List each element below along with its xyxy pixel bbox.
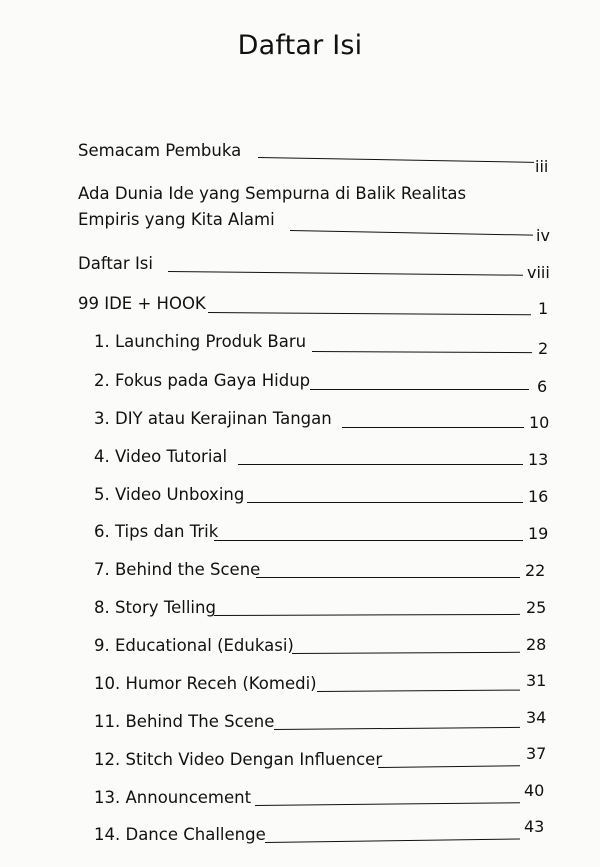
toc-leader-line bbox=[256, 577, 520, 578]
toc-entry-title-line2: Empiris yang Kita Alami bbox=[78, 210, 275, 229]
toc-entry-title: 13. Announcement bbox=[94, 788, 252, 807]
toc-leader-line bbox=[208, 312, 531, 315]
toc-leader-line bbox=[312, 351, 532, 353]
toc-entry-title: 3. DIY atau Kerajinan Tangan bbox=[94, 409, 332, 428]
toc-entry[interactable] bbox=[78, 140, 241, 162]
toc-subentry[interactable] bbox=[94, 597, 216, 619]
toc-entry[interactable] bbox=[78, 253, 153, 275]
toc-leader-line bbox=[378, 765, 520, 768]
toc-entry-title: 11. Behind The Scene bbox=[94, 712, 275, 731]
toc-subentry[interactable] bbox=[94, 521, 218, 543]
toc-entry-title: Daftar Isi bbox=[78, 254, 153, 273]
toc-page-number: viii bbox=[527, 263, 550, 282]
toc-leader-line bbox=[168, 271, 523, 276]
toc-entry-title: Semacam Pembuka bbox=[78, 141, 242, 160]
toc-entry-title: 5. Video Unboxing bbox=[94, 485, 245, 504]
toc-leader-line bbox=[292, 652, 520, 654]
toc-leader-line bbox=[274, 727, 520, 730]
toc-entry-title: 2. Fokus pada Gaya Hidup bbox=[94, 371, 311, 390]
toc-leader-line bbox=[214, 540, 523, 541]
toc-entry-title: 8. Story Telling bbox=[94, 598, 216, 617]
toc-subentry[interactable] bbox=[94, 331, 306, 353]
toc-entry-title-line1: Ada Dunia Ide yang Sempurna di Balik Realitas bbox=[78, 184, 467, 203]
toc-entry-title: 9. Educational (Edukasi) bbox=[94, 636, 294, 655]
toc-subentry[interactable] bbox=[94, 408, 332, 430]
toc-entry-title: 99 IDE + HOOK bbox=[78, 294, 206, 313]
toc-subentry[interactable] bbox=[94, 370, 310, 392]
toc-subentry[interactable] bbox=[94, 446, 227, 468]
toc-entry-title: 7. Behind the Scene bbox=[94, 560, 261, 579]
toc-subentry[interactable] bbox=[94, 484, 244, 506]
toc-entry-title: 4. Video Tutorial bbox=[94, 447, 228, 466]
toc-subentry[interactable] bbox=[94, 559, 260, 581]
toc-subentry[interactable] bbox=[94, 787, 251, 809]
toc-page-number: 28 bbox=[526, 635, 547, 654]
toc-subentry[interactable] bbox=[94, 749, 382, 771]
toc-leader-line bbox=[258, 157, 534, 163]
toc-page-number: 10 bbox=[529, 413, 550, 432]
toc-page-number: 22 bbox=[525, 561, 546, 580]
toc-page-number: 43 bbox=[524, 817, 545, 836]
toc-leader-line bbox=[247, 502, 523, 503]
toc-leader-line bbox=[265, 838, 520, 843]
toc-page-number: 37 bbox=[526, 744, 547, 763]
toc-leader-line bbox=[310, 389, 529, 390]
toc-page-number: 13 bbox=[528, 450, 549, 469]
toc-entry-title: 6. Tips dan Trik bbox=[94, 522, 219, 541]
toc-subentry[interactable] bbox=[94, 673, 317, 695]
toc-subentry[interactable] bbox=[94, 711, 274, 733]
toc-page-number: 40 bbox=[524, 781, 545, 800]
toc-leader-line bbox=[238, 464, 523, 465]
toc-subentry[interactable] bbox=[94, 824, 266, 846]
toc-leader-line bbox=[342, 427, 524, 428]
toc-page-number: 16 bbox=[528, 487, 549, 506]
toc-entry-title: 12. Stitch Video Dengan Influencer bbox=[94, 750, 383, 769]
toc-entry-title: 10. Humor Receh (Komedi) bbox=[94, 674, 317, 693]
toc-leader-line bbox=[255, 802, 520, 806]
toc-page-number: 25 bbox=[526, 598, 547, 617]
toc-page-number: 31 bbox=[526, 671, 547, 690]
toc-page-number: iii bbox=[535, 157, 549, 176]
toc-page-number: 2 bbox=[538, 339, 549, 358]
toc-entry-title: 1. Launching Produk Baru bbox=[94, 332, 307, 351]
toc-page-number: iv bbox=[536, 226, 550, 245]
toc-subentry[interactable] bbox=[94, 635, 294, 657]
toc-entry[interactable] bbox=[78, 181, 466, 233]
toc-entry-title: 14. Dance Challenge bbox=[94, 825, 266, 844]
toc-page-number: 6 bbox=[537, 377, 548, 396]
toc-entry[interactable] bbox=[78, 293, 206, 315]
toc-leader-line bbox=[317, 690, 520, 692]
toc-page-number: 19 bbox=[528, 524, 549, 543]
page-title: Daftar Isi bbox=[237, 30, 363, 61]
toc-page-number: 1 bbox=[538, 299, 549, 318]
toc-leader-line bbox=[214, 614, 520, 616]
toc-page-number: 34 bbox=[526, 708, 547, 727]
